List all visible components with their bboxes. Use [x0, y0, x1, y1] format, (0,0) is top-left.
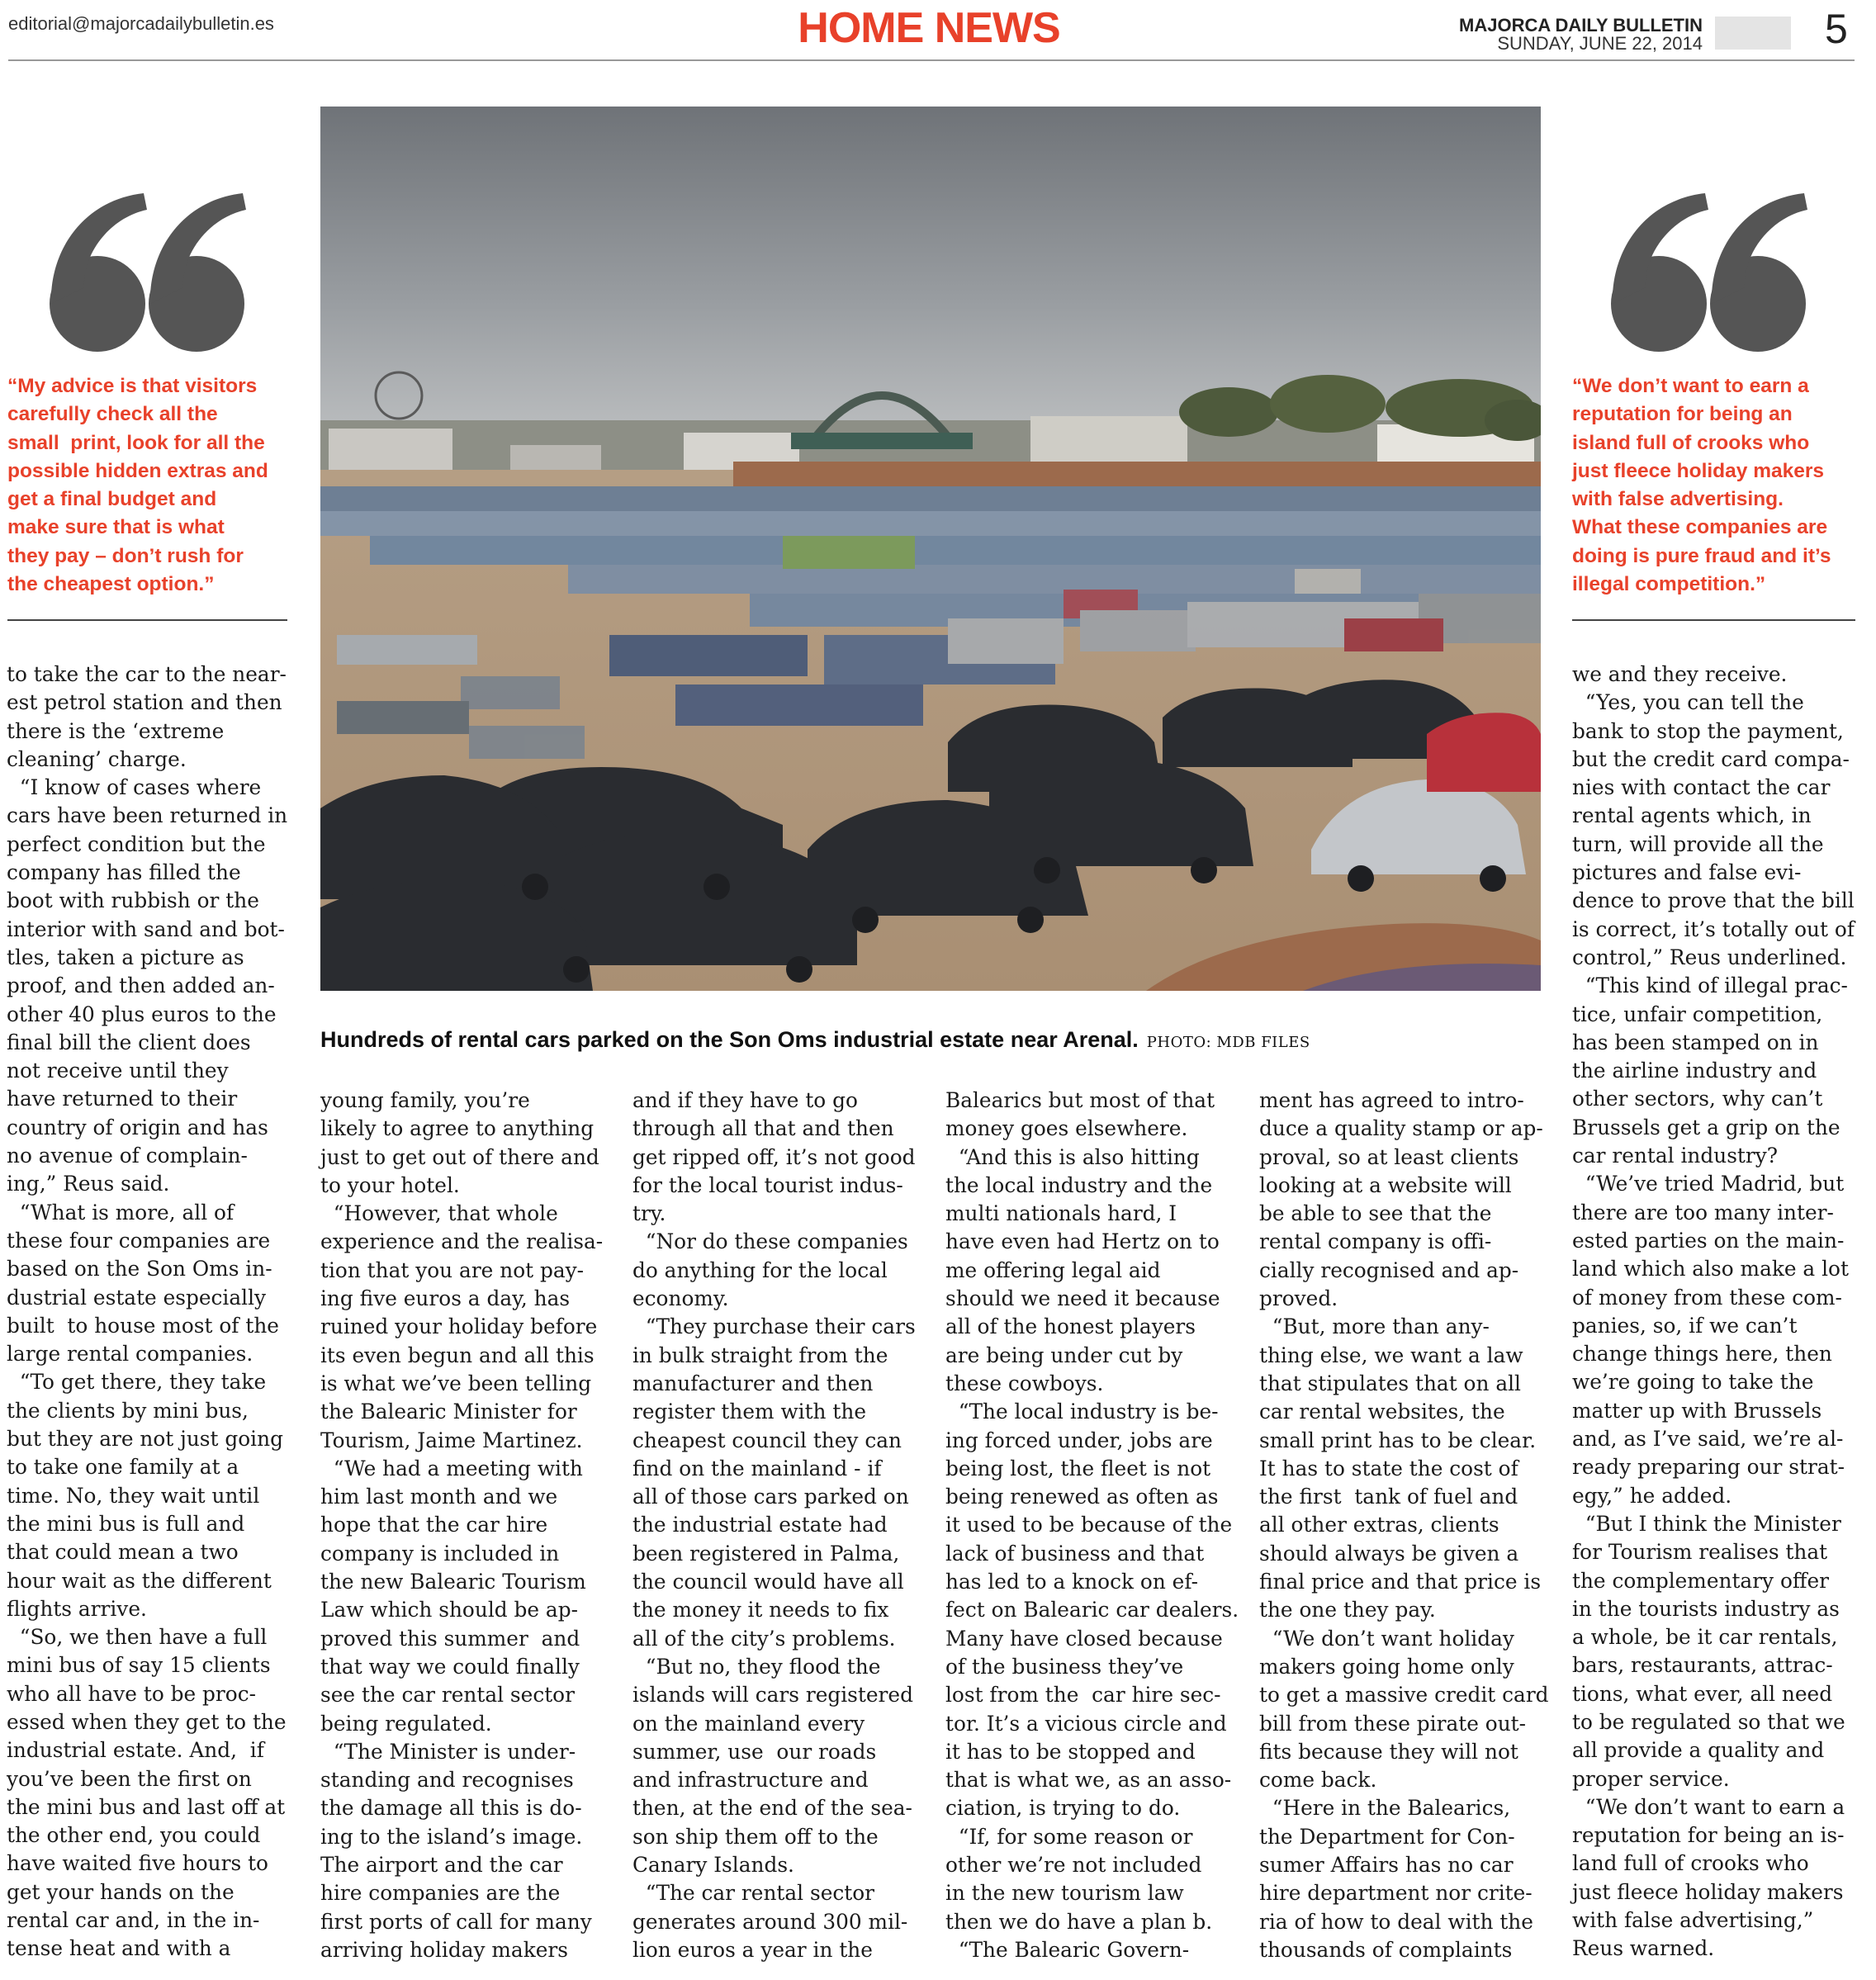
pull-quote-right-rule — [1572, 619, 1855, 621]
rental-cars-photo — [320, 107, 1541, 991]
quote-mark-icon — [1596, 190, 1819, 355]
article-column-2: young family, you’re likely to agree to anything just to get out of there and to your hotel. “However, that whole experience and the realisa- tion that you are not pay- ing five euros a day, has ruined your holiday before its even begun and all this is what we’ve been telling the Balearic Minister for Tourism, Jaime Martinez. “We had a meeting with him last month and we hope that the car hire company is included in the new Balearic Tourism Law which should be ap- proved this summer and that way we could finally see the car rental sector being regulated. “The Minister is under- standing and recognises the damage all this is do- ing to the island’s image. The airport and the car hire companies are the first ports of call for many arriving holiday makers — [320, 1088, 604, 1962]
article-column-5: ment has agreed to intro- duce a quality stamp or ap- proval, so at least clients looking at a website will be able to see that the rental company is offi- cially recognised and ap- proved. “But, more than any- thing else, we want a law that stipulates that on all car rental websites, the small print has to be clear. It has to state the cost of the first tank of fuel and all other extras, clients should always be given a final price and that price is the one they pay. “We don’t want holiday makers going home only to get a massive credit card bill from these pirate out- fits because they will not come back. “Here in the Balearics, the Department for Con- sumer Affairs has no car hire department nor crite- ria of how to deal with the thousands of complaints — [1259, 1088, 1549, 1962]
caption-text: Hundreds of rental cars parked on the Son Oms industrial estate near Arenal. — [320, 1027, 1139, 1052]
pull-quote-left-rule — [7, 619, 287, 621]
article-column-1: to take the car to the near- est petrol station and then there is the ‘extreme cleaning’ charge. “I know of cases where cars have been returned in perfect condition but the company has filled the boot with rubbish or the interior with sand and bot- tles, taken a picture as proof, and then added an- other 40 plus euros to the final bill the client does not receive until they have returned to their country of origin and has no avenue of complain- ing,” Reus said. “What is more, all of these four companies are based on the Son Oms in- dustrial estate especially built to house most of the large rental companies. “To get there, they take the clients by mini bus, but they are not just going to take one family at a time. No, they wait until the mini bus is full and that could mean a two hour wait as the different flights arrive. “So, we then have a full mini bus of say 15 clients who all have to be proc- essed when they get to the industrial estate. And, if you’ve been the first on the mini bus and last off at the other end, you could have waited five hours to get your hands on the rental car and, in the in- tense heat and with a — [7, 662, 288, 1961]
pull-quote-left: “My advice is that visitors carefully check all the small print, look for all the possible hidden extras and get a final budget and make sure that is what they pay – don’t rush for the cheapest option.” — [7, 375, 268, 596]
page-number: 5 — [1825, 6, 1848, 52]
editorial-email[interactable]: editorial@majorcadailybulletin.es — [8, 13, 274, 34]
header-rule — [8, 59, 1855, 61]
article-column-3: and if they have to go through all that and then get ripped off, it’s not good for the local tourist indus- try. “Nor do these companies do anything for the local economy. “They purchase their cars in bulk straight from the manufacturer and then register them with the cheapest council they can find on the mainland - if all of those cars parked on the industrial estate had been registered in Palma, the council would have all the money it needs to fix all of the city’s problems. “But no, they flood the islands will cars registered on the mainland every summer, use our roads and infrastructure and then, at the end of the sea- son ship them off to the Canary Islands. “The car rental sector generates around 300 mil- lion euros a year in the — [632, 1088, 916, 1962]
section-title: HOME NEWS — [798, 4, 1060, 52]
photo-caption — [320, 1027, 1310, 1053]
article-column-4: Balearics but most of that money goes elsewhere. “And this is also hitting the local industry and the multi nationals hard, I have even had Hertz on to me offering legal aid should we need it because all of the honest players are being under cut by these cowboys. “The local industry is be- ing forced under, jobs are being lost, the fleet is not being renewed as often as it used to be because of the lack of business and that has led to a knock on ef- fect on Balearic car dealers. Many have closed because of the business they’ve lost from the car hire sec- tor. It’s a vicious circle and it has to be stopped and that is what we, as an asso- ciation, is trying to do. “If, for some reason or other we’re not included in the new tourism law then we do have a plan b. “The Balearic Govern- — [945, 1088, 1239, 1962]
paper-name: MAJORCA DAILY BULLETIN — [1459, 15, 1703, 36]
quote-mark-icon — [35, 190, 258, 355]
pull-quote-right: “We don’t want to earn a reputation for being an island full of crooks who just fleece holiday makers with false advertising. What these companies are doing is pure fraud and it’s illegal competition.” — [1572, 375, 1831, 596]
page-header — [0, 0, 1876, 59]
header-grey-box — [1715, 17, 1791, 50]
photo-credit: PHOTO: MDB FILES — [1146, 1034, 1310, 1051]
photo-illustration — [320, 107, 1541, 991]
issue-date: SUNDAY, JUNE 22, 2014 — [1497, 33, 1703, 54]
article-column-6: we and they receive. “Yes, you can tell the bank to stop the payment, but the credit card compa- nies with contact the car rental agents which, in turn, will provide all the pictures and false evi- dence to prove that the bill is correct, it’s totally out of control,” Reus underlined. “This kind of illegal prac- tice, unfair competition, has been stamped on in the airline industry and other sectors, why can’t Brussels get a grip on the car rental industry? “We’ve tried Madrid, but there are too many inter- ested parties on the main- land which also make a lot of money from these com- panies, so, if we can’t change things here, then we’re going to take the matter up with Brussels and, as I’ve said, we’re al- ready preparing our strat- egy,” he added. “But I think the Minister for Tourism realises that the complementary offer in the tourists industry as a whole, be it car rentals, bars, restaurants, attrac- tions, what ever, all need to be regulated so that we all provide a quality and proper service. “We don’t want to earn a reputation for being an is- land full of crooks who just fleece holiday makers with false advertising,” Reus warned. — [1572, 662, 1855, 1961]
